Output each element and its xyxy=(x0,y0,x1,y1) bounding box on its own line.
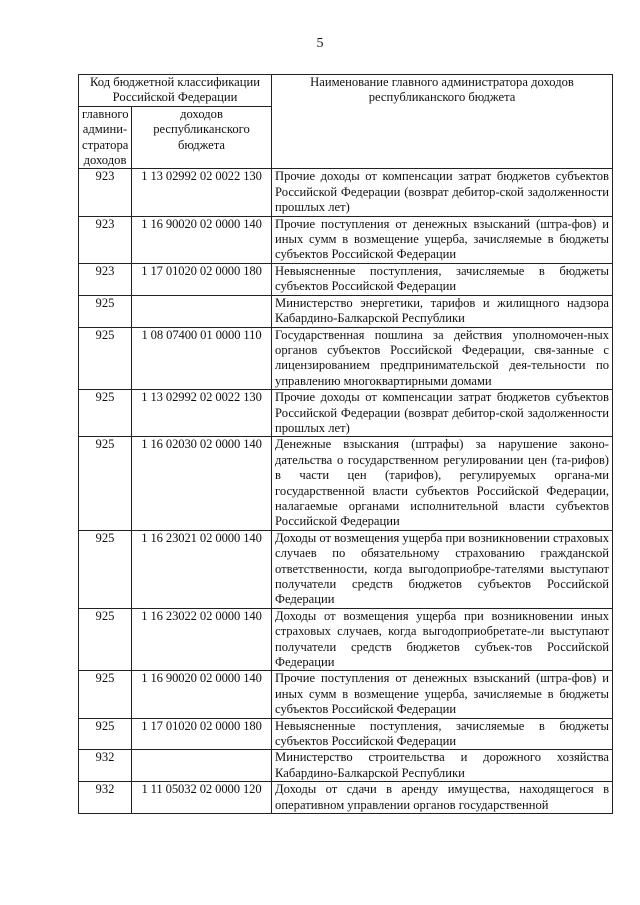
table-row xyxy=(79,390,613,437)
table-header xyxy=(79,75,613,169)
administrator-name-cell: Прочие поступления от денежных взысканий (штра-фов) и иных сумм в возмещение ущерба, зачисляемые в бюджеты субъектов Российской Федерации xyxy=(272,216,613,263)
admin-code-cell: 923 xyxy=(79,216,132,263)
page-number: 5 xyxy=(316,36,324,51)
table-row xyxy=(79,437,613,530)
admin-code-cell: 932 xyxy=(79,750,132,782)
admin-code-cell: 925 xyxy=(79,718,132,750)
table-row xyxy=(79,750,613,782)
admin-code-cell: 923 xyxy=(79,263,132,295)
revenue-code-cell: 1 17 01020 02 0000 180 xyxy=(132,263,272,295)
revenue-code-cell xyxy=(132,750,272,782)
admin-code-cell: 932 xyxy=(79,782,132,814)
revenue-code-cell: 1 11 05032 02 0000 120 xyxy=(132,782,272,814)
revenue-code-cell: 1 08 07400 01 0000 110 xyxy=(132,327,272,390)
header-chief-administrator: главного админи-стратора доходов xyxy=(79,106,132,169)
admin-code-cell: 925 xyxy=(79,295,132,327)
table-row xyxy=(79,169,613,216)
administrator-name-cell: Прочие доходы от компенсации затрат бюджетов субъектов Российской Федерации (возврат дебитор-ской задолженности прошлых лет) xyxy=(272,390,613,437)
administrator-name-cell: Невыясненные поступления, зачисляемые в бюджеты субъектов Российской Федерации xyxy=(272,263,613,295)
table-row xyxy=(79,295,613,327)
revenue-code-cell: 1 16 23021 02 0000 140 xyxy=(132,530,272,608)
table-row xyxy=(79,671,613,718)
revenue-code-cell: 1 16 23022 02 0000 140 xyxy=(132,608,272,671)
budget-classification-table xyxy=(78,74,613,814)
table-row xyxy=(79,718,613,750)
administrator-name-cell: Министерство строительства и дорожного хозяйства Кабардино-Балкарской Республики xyxy=(272,750,613,782)
table-row xyxy=(79,530,613,608)
administrator-name-cell: Прочие доходы от компенсации затрат бюджетов субъектов Российской Федерации (возврат дебитор-ской задолженности прошлых лет) xyxy=(272,169,613,216)
revenue-code-cell: 1 13 02992 02 0022 130 xyxy=(132,390,272,437)
administrator-name-cell: Доходы от возмещения ущерба при возникновении страховых случаев по обязательному страхованию гражданской ответственности, когда выгодоприобре-тателями выступают получатели средств бюджетов субъектов Российской Федерации xyxy=(272,530,613,608)
administrator-name-cell: Государственная пошлина за действия уполномочен-ных органов субъектов Российской Федерации, свя-занные с лицензированием предпринимательской дея-тельности по управлению многоквартирными домами xyxy=(272,327,613,390)
administrator-name-cell: Министерство энергетики, тарифов и жилищного надзора Кабардино-Балкарской Республики xyxy=(272,295,613,327)
admin-code-cell: 925 xyxy=(79,530,132,608)
administrator-name-cell: Денежные взыскания (штрафы) за нарушение законо-дательства о государственном регулировании цен (та-рифов) в части цен (тарифов), регулируемых органа-ми государственной власти субъектов Российской Федерации, налагаемые органами исполнительной власти субъектов Российской Федерации xyxy=(272,437,613,530)
table-row xyxy=(79,782,613,814)
administrator-name-cell: Невыясненные поступления, зачисляемые в бюджеты субъектов Российской Федерации xyxy=(272,718,613,750)
admin-code-cell: 925 xyxy=(79,608,132,671)
administrator-name-cell: Прочие поступления от денежных взысканий (штра-фов) и иных сумм в возмещение ущерба, зачисляемые в бюджеты субъектов Российской Федерации xyxy=(272,671,613,718)
table-body xyxy=(79,169,613,814)
admin-code-cell: 925 xyxy=(79,437,132,530)
table-row xyxy=(79,216,613,263)
table-row xyxy=(79,608,613,671)
table-row xyxy=(79,263,613,295)
revenue-code-cell: 1 16 02030 02 0000 140 xyxy=(132,437,272,530)
revenue-code-cell: 1 17 01020 02 0000 180 xyxy=(132,718,272,750)
header-administrator-name: Наименование главного администратора доходов республиканского бюджета xyxy=(272,75,613,169)
admin-code-cell: 923 xyxy=(79,169,132,216)
revenue-code-cell xyxy=(132,295,272,327)
admin-code-cell: 925 xyxy=(79,390,132,437)
admin-code-cell: 925 xyxy=(79,327,132,390)
admin-code-cell: 925 xyxy=(79,671,132,718)
administrator-name-cell: Доходы от сдачи в аренду имущества, находящегося в оперативном управлении органов государственной xyxy=(272,782,613,814)
header-republican-revenue: доходов республиканского бюджета xyxy=(132,106,272,169)
administrator-name-cell: Доходы от возмещения ущерба при возникновении иных страховых случаев, когда выгодоприобретате-ли выступают получатели средств бюджетов субъек-тов Российской Федерации xyxy=(272,608,613,671)
revenue-code-cell: 1 13 02992 02 0022 130 xyxy=(132,169,272,216)
revenue-code-cell: 1 16 90020 02 0000 140 xyxy=(132,216,272,263)
table-row xyxy=(79,327,613,390)
revenue-code-cell: 1 16 90020 02 0000 140 xyxy=(132,671,272,718)
header-code-group: Код бюджетной классификации Российской Федерации xyxy=(79,75,272,107)
